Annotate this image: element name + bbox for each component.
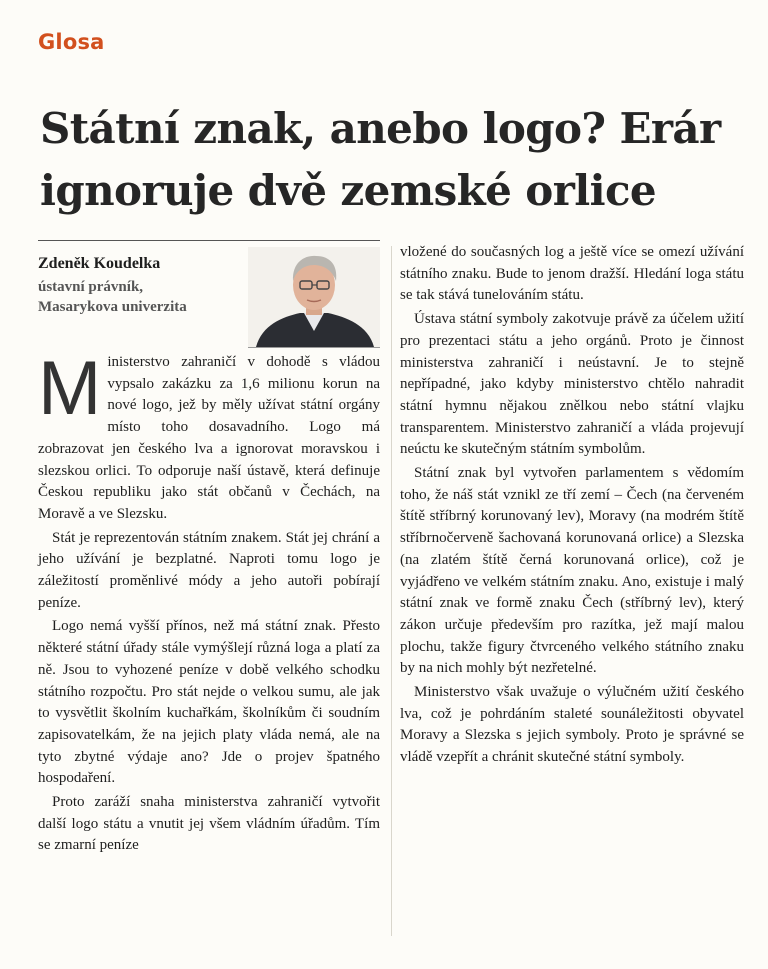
paragraph: Ústava státní symboly zakotvuje právě za účelem užití pro prezentaci státu a jeho orgánů. Proto je činnost ministerstva zahraničí i neústavní. Je to stejně nepřípadné, jako kdyby ministerstvo chtělo nahradit státní hymnu nějakou znělkou nebo státní vlajku transparentem. Ministerstvo zahraničí a vláda projevují neúctu ke skutečným státním symbolům. [400, 311, 744, 458]
article-column-right [400, 242, 744, 769]
paragraph: vložené do současných log a ještě více se omezí užívání státního znaku. Bude to jenom dražší. Hledání loga státu se tak stává tunelováním státu. [400, 244, 744, 304]
paragraph: Logo nemá vyšší přínos, než má státní znak. Přesto některé státní úřady stále vymýšlejí různá loga a platí za ně. Jsou to vyhozené peníze v době velkého schodku státního rozpočtu. Pro stát nejde o velkou sumu, ale jak to vysvětlit školním kuchařkám, školníkům či soudním zapisovatelkám, že na jejich platy vláda nemá, ale na tyto zbytné výdaje ano? Jde o projev špatného hospodaření. [38, 618, 380, 787]
section-kicker: Glosa [38, 30, 105, 54]
paragraph: Ministerstvo zahraničí v dohodě s vládou vypsalo zakázku za 1,6 milionu korun na nové logo, jež by měly užívat státní orgány místo toho dosavadního. Logo má zobrazovat jen českého lva a ignorovat moravskou i slezskou orlici. To odporuje naší ústavě, která definuje Českou republiku jako stát občanů v Čechách, na Moravě a ve Slezsku. [38, 346, 380, 522]
drop-cap: M [38, 346, 102, 431]
headline: Státní znak, anebo logo? Erár ignoruje dvě zemské orlice [40, 104, 721, 215]
paragraph: Ministerstvo však uvažuje o výlučném užití českého lva, což je pohrdáním staleté sounáležitosti obyvatel Moravy a Slezska s jejich symboly. Proto je správné se vládě vzepřít a chránit skutečné státní symboly. [400, 684, 744, 766]
author-box [38, 240, 380, 347]
article-column-left [38, 346, 380, 857]
author-role: ústavní právník, [38, 279, 144, 295]
author-name: Zdeněk Koudelka [38, 255, 161, 272]
paragraph: Proto zaráží snaha ministerstva zahraničí vytvořit další logo státu a vnutit jej všem vládním úřadům. Tím se zmarní peníze [38, 794, 380, 854]
paragraph: Státní znak byl vytvořen parlamentem s vědomím toho, že náš stát vznikl ze tří zemí – Čech (na červeném štítě stříbrný korunovaný lev), Moravy (na modrém štítě stříbrnočerveně šachovaná korunovaná orlice) a Slezska (na zlatém štítě černá korunovaná orlice), což je vyjádřeno ve velkém státním znaku. Ano, existuje i malý státní znak ve formě znaku Čech (stříbrný lev), který zákon určuje především pro razítka, jež mají malou plochu, takže figury čtvrceného velkého státního znaku by na nich mohly být nezřetelné. [400, 465, 744, 677]
author-affiliation: Masarykova univerzita [38, 299, 187, 315]
author-photo [248, 247, 380, 348]
column-divider [391, 246, 392, 936]
paragraph: Stát je reprezentován státním znakem. Stát jej chrání a jeho užívání je bezplatné. Naproti tomu logo je záležitostí proměnlivé módy a jeho autoři pobírají peníze. [38, 529, 380, 611]
